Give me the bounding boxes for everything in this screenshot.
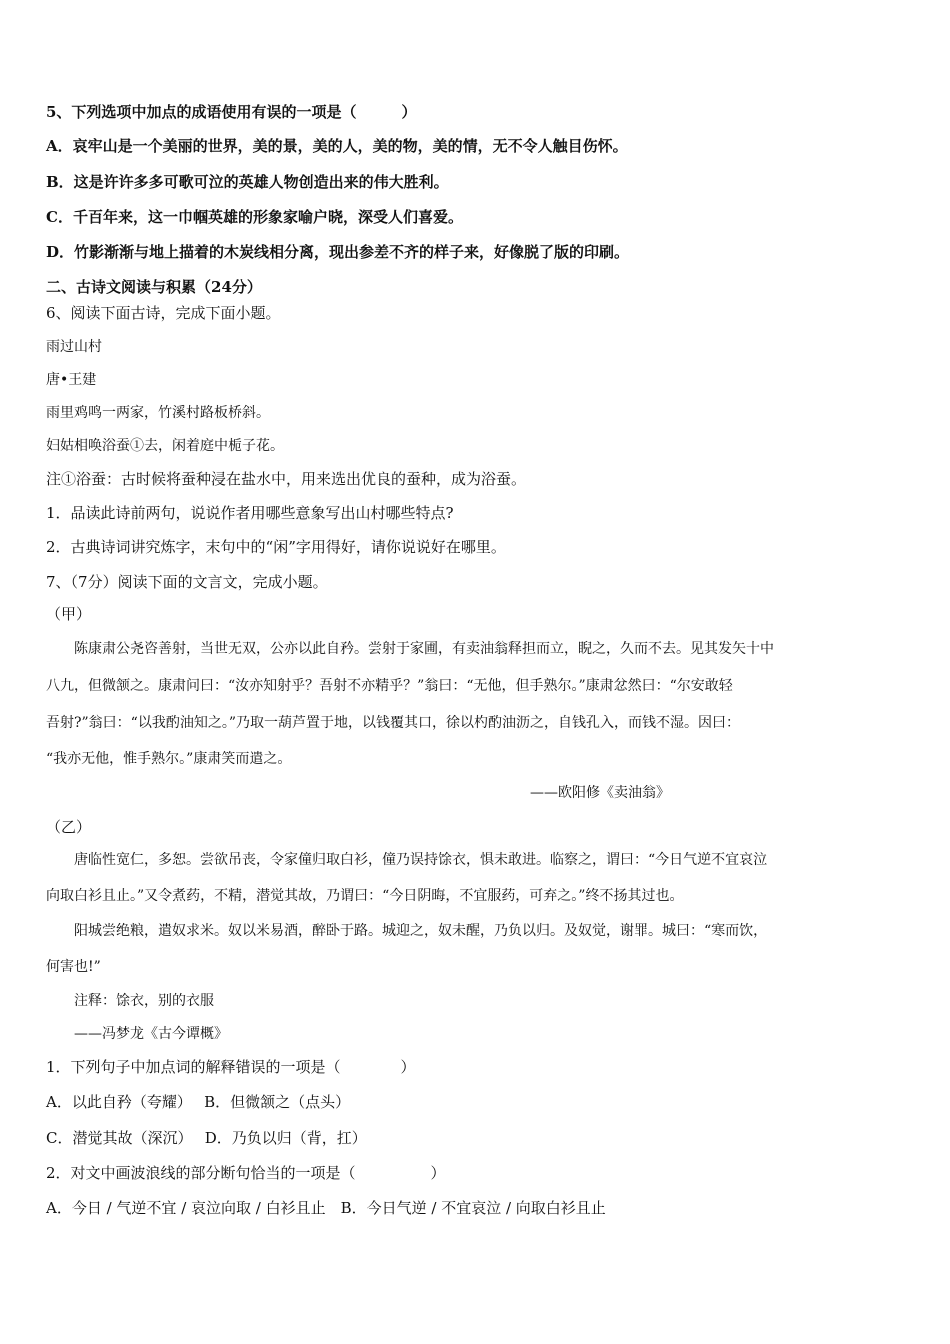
passage-jia-line: 吾射?”翁曰：“以我酌油知之。”乃取一葫芦置于地，以钱覆其口，徐以杓酌油沥之，自钱孔入，而钱不湿。因曰： [46,715,740,731]
passage-jia-label: （甲） [46,605,92,623]
passage-yi-source: ——冯梦龙《古今谭概》 [46,1026,228,1042]
q7-sub1-title: 1．下列句子中加点词的解释错误的一项是（ ） [46,1058,416,1076]
q5-title: 5、下列选项中加点的成语使用有误的一项是（ ） [46,103,417,121]
passage-yi-line: 向取白衫且止。”又令煮药，不精，潜觉其故，乃谓曰：“今日阴晦，不宜服药，可弃之。”终不扬其过也。 [46,888,684,904]
q5-option-b: B．这是许许多多可歌可泣的英雄人物创造出来的伟大胜利。 [46,173,449,191]
poem-line: 妇姑相唤浴蚕①去，闲着庭中栀子花。 [46,438,284,454]
q5-option-c: C．千百年来，这一巾帼英雄的形象家喻户晓，深受人们喜爱。 [46,208,463,226]
poem-author: 唐•王建 [46,372,97,388]
q7-intro: 7、（7分）阅读下面的文言文，完成小题。 [46,573,328,591]
poem-note: 注①浴蚕：古时候将蚕种浸在盐水中，用来选出优良的蚕种，成为浴蚕。 [46,470,527,488]
poem-title: 雨过山村 [46,339,102,355]
section-title: 二、古诗文阅读与积累（24分） [46,278,262,296]
q6-question-2: 2．古典诗词讲究炼字，末句中的“闲”字用得好，请你说说好在哪里。 [46,538,506,556]
q7-sub2-options: A．今日 / 气逆不宜 / 哀泣向取 / 白衫且止 B．今日气逆 / 不宜哀泣 / 向取白衫且止 [46,1199,606,1217]
q6-question-1: 1．品读此诗前两句，说说作者用哪些意象写出山村哪些特点? [46,504,454,522]
passage-jia-line: 八九，但微颔之。康肃问曰：“汝亦知射乎？吾射不亦精乎？”翁曰：“无他，但手熟尔。”康肃忿然曰：“尔安敢轻 [46,678,733,694]
q7-sub1-options: A．以此自矜（夸耀） B．但微颔之（点头） [46,1093,351,1111]
passage-yi-label: （乙） [46,818,92,836]
q6-intro: 6、阅读下面古诗，完成下面小题。 [46,304,281,322]
passage-yi-line: 何害也!” [46,959,101,975]
q7-sub1-options: C．潜觉其故（深沉） D．乃负以归（背，扛） [46,1129,367,1147]
q5-option-a: A．哀牢山是一个美丽的世界，美的景，美的人，美的物，美的情，无不令人触目伤怀。 [46,137,628,155]
passage-yi-line: 阳城尝绝粮，遣奴求米。奴以米易酒，醉卧于路。城迎之，奴未醒，乃负以归。及奴觉，谢罪。城曰：“寒而饮， [46,923,768,939]
passage-yi-note: 注释：馀衣，别的衣服 [46,993,214,1009]
passage-jia-line: 陈康肃公尧咨善射，当世无双，公亦以此自矜。尝射于家圃，有卖油翁释担而立，睨之，久而不去。见其发矢十中 [46,641,774,657]
q5-option-d: D．竹影渐渐与地上描着的木炭线相分离，现出参差不齐的样子来，好像脱了版的印刷。 [46,243,630,261]
poem-line: 雨里鸡鸣一两家，竹溪村路板桥斜。 [46,405,270,421]
q7-sub2-title: 2．对文中画波浪线的部分断句恰当的一项是（ ） [46,1164,446,1182]
passage-jia-source: ——欧阳修《卖油翁》 [530,785,670,801]
passage-yi-line: 唐临性宽仁，多恕。尝欲吊丧，令家僮归取白衫，僮乃误持馀衣，惧未敢进。临察之，谓曰：“今日气逆不宜哀泣 [46,852,768,868]
passage-jia-line: “我亦无他，惟手熟尔。”康肃笑而遣之。 [46,751,292,767]
